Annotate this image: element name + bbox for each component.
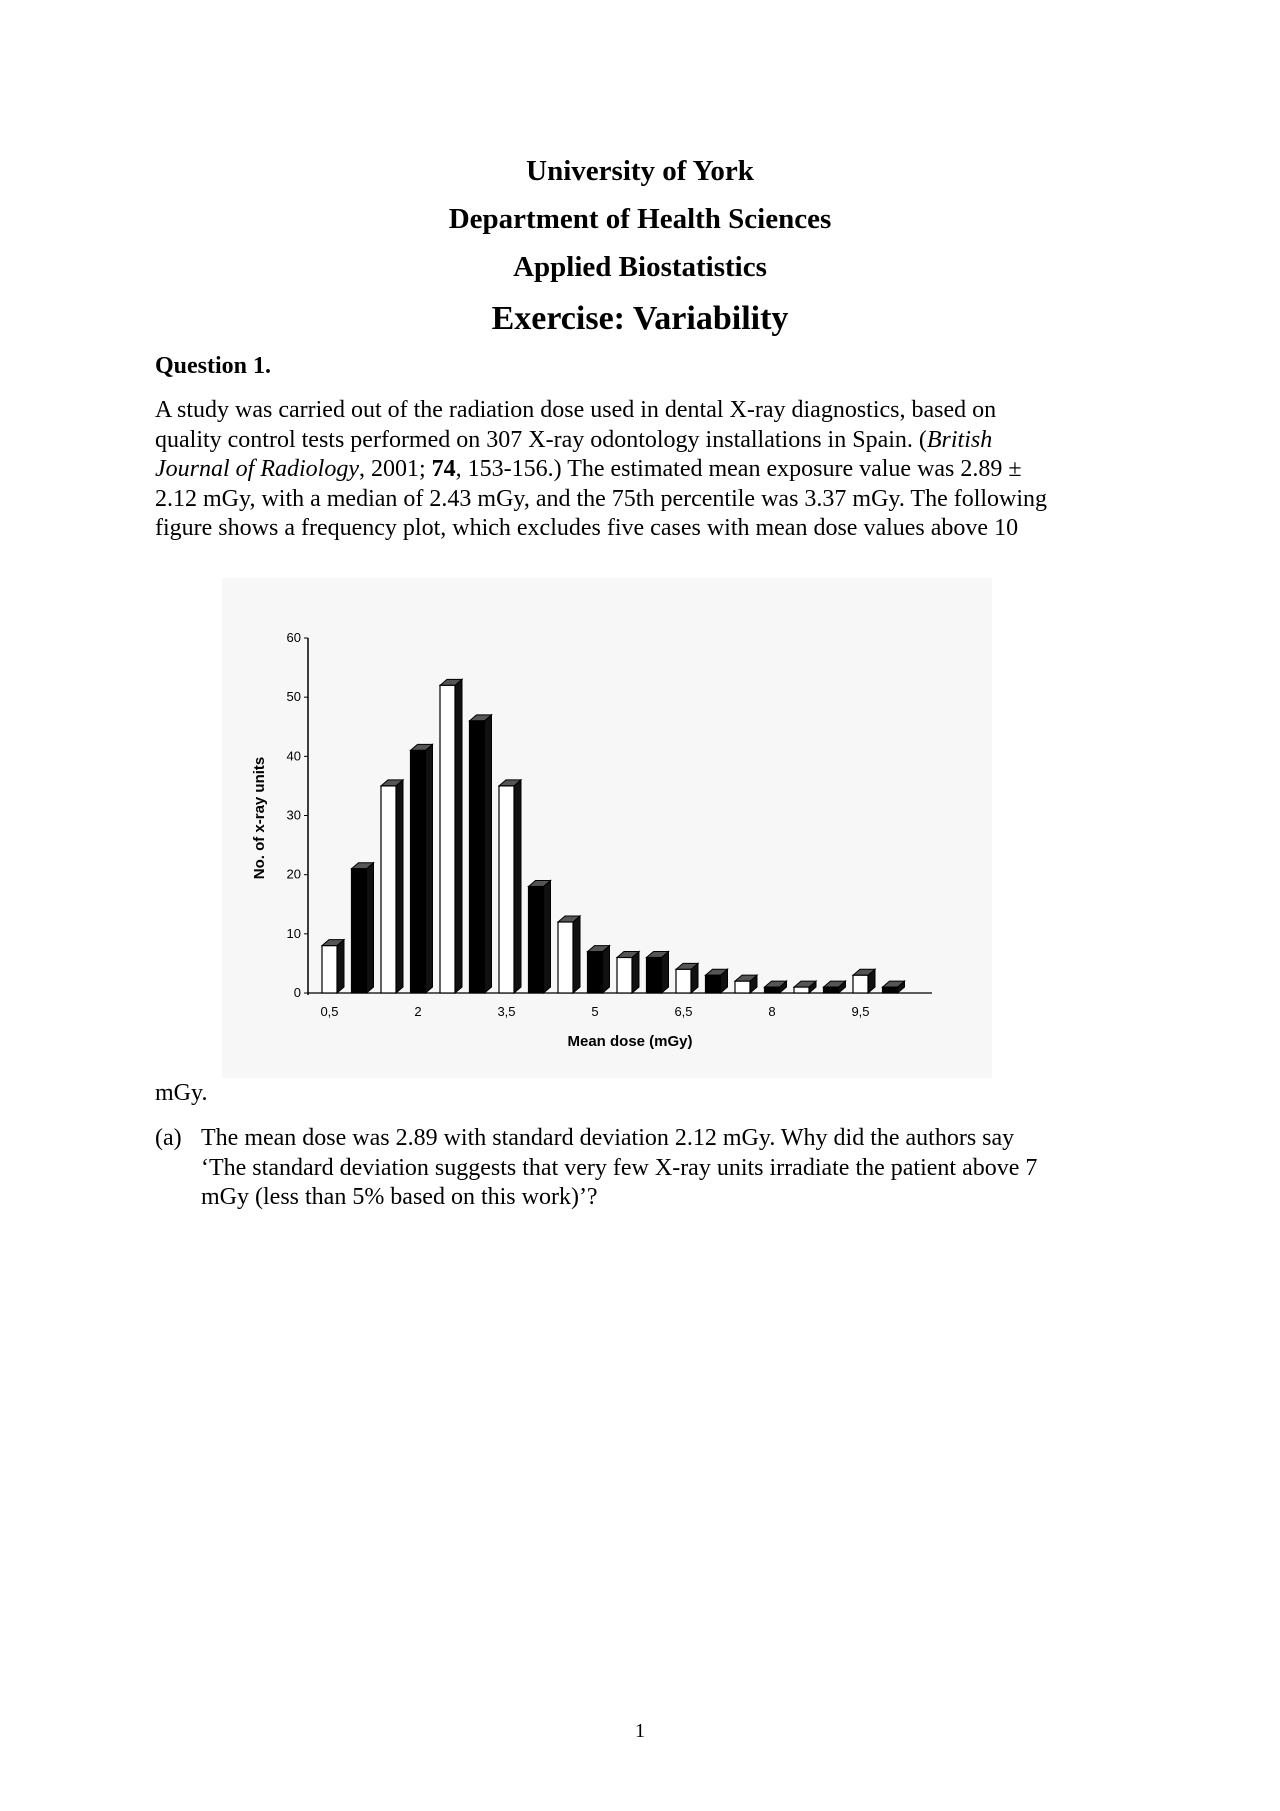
page-number: 1 xyxy=(635,1720,645,1742)
bar xyxy=(558,922,573,993)
bar xyxy=(824,987,839,993)
bar xyxy=(853,975,868,993)
bar-side xyxy=(426,744,433,993)
bar-side xyxy=(337,940,344,993)
bar-side xyxy=(514,780,521,993)
x-tick-label: 8 xyxy=(768,1004,776,1019)
bar xyxy=(794,987,809,993)
y-tick-label: 60 xyxy=(286,630,301,645)
course-name: Applied Biostatistics xyxy=(513,251,767,283)
bar xyxy=(617,958,632,994)
x-tick-label: 6,5 xyxy=(674,1004,693,1019)
y-tick-label: 0 xyxy=(293,985,301,1000)
bar xyxy=(647,958,662,994)
y-tick-label: 40 xyxy=(286,748,301,764)
bar xyxy=(440,685,455,993)
frequency-chart xyxy=(222,578,992,1078)
bar-side xyxy=(485,715,492,993)
x-axis-label: Mean dose (mGy) xyxy=(567,1033,693,1050)
para-line: figure shows a frequency plot, which excludes five cases with mean dose values above 10 xyxy=(155,515,1019,542)
para-line: A study was carried out of the radiation dose used in dental X-ray diagnostics, based on xyxy=(155,397,997,423)
y-tick-label: 50 xyxy=(286,689,301,705)
bar xyxy=(411,750,426,993)
chart-background xyxy=(222,578,992,1078)
para-line: Journal of Radiology, 2001; 74, 153-156.) The estimated mean exposure value was 2.89 ± xyxy=(155,456,1022,483)
part-a-line: ‘The standard deviation suggests that very few X-ray units irradiate the patient above 7 xyxy=(201,1154,1038,1181)
bar-side xyxy=(573,916,580,993)
question-label: Question 1. xyxy=(155,353,272,379)
x-tick-label: 0,5 xyxy=(320,1004,339,1019)
x-tick-label: 3,5 xyxy=(497,1004,516,1019)
bar-side xyxy=(455,679,462,993)
y-tick-label: 30 xyxy=(286,807,301,823)
question-paragraph xyxy=(155,396,1135,544)
bar-side xyxy=(632,952,639,994)
bar xyxy=(470,721,485,993)
bar xyxy=(883,987,898,993)
part-a-line: mGy (less than 5% based on this work)’? xyxy=(201,1184,598,1211)
para-line: quality control tests performed on 307 X-ray odontology installations in Spain. (British xyxy=(155,426,993,453)
bar xyxy=(706,975,721,993)
part-a-line: The mean dose was 2.89 with standard deviation 2.12 mGy. Why did the authors say xyxy=(201,1125,1015,1151)
bar-side xyxy=(544,881,551,994)
bar-side xyxy=(662,952,669,994)
bar xyxy=(529,887,544,994)
x-tick-label: 9,5 xyxy=(851,1004,870,1019)
y-axis-label: No. of x-ray units xyxy=(251,756,268,880)
bar xyxy=(588,952,603,993)
bar xyxy=(499,786,514,993)
bar xyxy=(381,786,396,993)
exercise-title: Exercise: Variability xyxy=(491,300,789,337)
bar-side xyxy=(367,863,374,993)
part-a-label: (a) xyxy=(155,1125,182,1151)
y-tick-label: 20 xyxy=(286,866,301,882)
x-tick-label: 5 xyxy=(591,1004,599,1019)
bar xyxy=(322,946,337,993)
x-tick-label: 2 xyxy=(414,1004,422,1019)
bar-side xyxy=(603,946,610,993)
department-name: Department of Health Sciences xyxy=(448,203,832,235)
paragraph-continuation: mGy. xyxy=(155,1080,208,1106)
part-a-text xyxy=(201,1124,1141,1213)
bar xyxy=(676,969,691,993)
bar-side xyxy=(396,780,403,993)
bar xyxy=(352,869,367,993)
para-line: 2.12 mGy, with a median of 2.43 mGy, and the 75th percentile was 3.37 mGy. The following xyxy=(155,485,1048,512)
y-tick-label: 10 xyxy=(286,925,301,941)
university-name: University of York xyxy=(526,155,754,187)
bar xyxy=(765,987,780,993)
bar xyxy=(735,981,750,993)
